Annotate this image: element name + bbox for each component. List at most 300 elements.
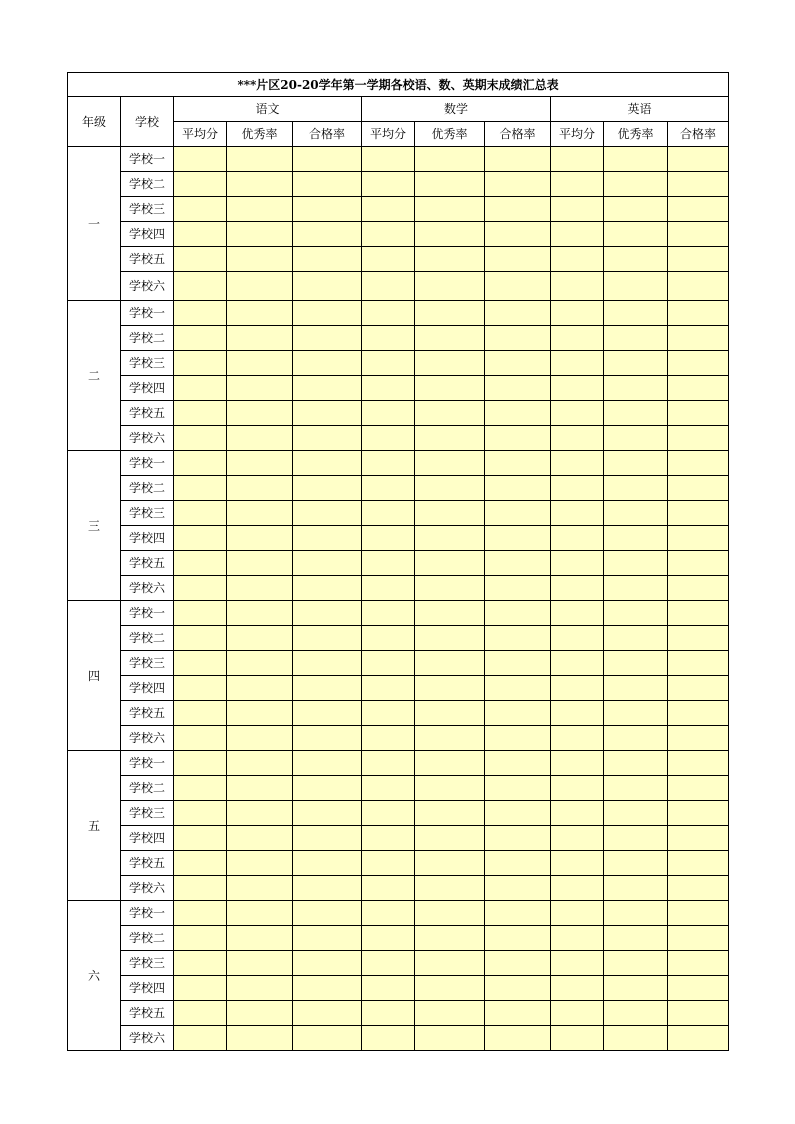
- score-input-cell[interactable]: [362, 326, 415, 351]
- score-input-cell[interactable]: [604, 476, 668, 501]
- score-input-cell[interactable]: [604, 601, 668, 626]
- score-input-cell[interactable]: [668, 851, 729, 876]
- score-input-cell[interactable]: [227, 851, 293, 876]
- score-input-cell[interactable]: [415, 451, 485, 476]
- score-input-cell[interactable]: [485, 272, 551, 301]
- score-input-cell[interactable]: [485, 526, 551, 551]
- score-input-cell[interactable]: [227, 222, 293, 247]
- score-input-cell[interactable]: [551, 301, 604, 326]
- score-input-cell[interactable]: [362, 851, 415, 876]
- score-input-cell[interactable]: [668, 426, 729, 451]
- score-input-cell[interactable]: [551, 147, 604, 172]
- score-input-cell[interactable]: [362, 751, 415, 776]
- school-header[interactable]: 学校: [121, 97, 174, 147]
- score-input-cell[interactable]: [415, 147, 485, 172]
- score-input-cell[interactable]: [415, 426, 485, 451]
- grade-cell[interactable]: 一: [68, 147, 121, 301]
- score-input-cell[interactable]: [293, 751, 362, 776]
- score-input-cell[interactable]: [174, 222, 227, 247]
- score-input-cell[interactable]: [415, 701, 485, 726]
- score-input-cell[interactable]: [415, 601, 485, 626]
- score-input-cell[interactable]: [293, 351, 362, 376]
- score-input-cell[interactable]: [293, 926, 362, 951]
- school-cell[interactable]: 学校一: [121, 301, 174, 326]
- score-input-cell[interactable]: [293, 401, 362, 426]
- score-input-cell[interactable]: [415, 801, 485, 826]
- score-input-cell[interactable]: [604, 651, 668, 676]
- score-input-cell[interactable]: [362, 147, 415, 172]
- score-input-cell[interactable]: [604, 926, 668, 951]
- school-cell[interactable]: 学校二: [121, 926, 174, 951]
- score-input-cell[interactable]: [668, 376, 729, 401]
- school-cell[interactable]: 学校五: [121, 851, 174, 876]
- score-input-cell[interactable]: [415, 726, 485, 751]
- score-input-cell[interactable]: [604, 326, 668, 351]
- score-input-cell[interactable]: [362, 601, 415, 626]
- score-input-cell[interactable]: [362, 876, 415, 901]
- sheet-title[interactable]: ***片区20-20学年第一学期各校语、数、英期末成绩汇总表: [68, 73, 729, 97]
- score-input-cell[interactable]: [551, 501, 604, 526]
- score-input-cell[interactable]: [174, 197, 227, 222]
- score-input-cell[interactable]: [362, 426, 415, 451]
- score-input-cell[interactable]: [293, 901, 362, 926]
- score-input-cell[interactable]: [174, 147, 227, 172]
- score-input-cell[interactable]: [668, 651, 729, 676]
- score-input-cell[interactable]: [668, 801, 729, 826]
- score-input-cell[interactable]: [227, 876, 293, 901]
- score-input-cell[interactable]: [227, 801, 293, 826]
- score-input-cell[interactable]: [174, 1001, 227, 1026]
- score-input-cell[interactable]: [604, 426, 668, 451]
- score-input-cell[interactable]: [668, 247, 729, 272]
- school-cell[interactable]: 学校五: [121, 551, 174, 576]
- score-input-cell[interactable]: [227, 676, 293, 701]
- score-input-cell[interactable]: [604, 901, 668, 926]
- score-input-cell[interactable]: [293, 551, 362, 576]
- score-input-cell[interactable]: [485, 401, 551, 426]
- school-cell[interactable]: 学校三: [121, 801, 174, 826]
- score-input-cell[interactable]: [227, 501, 293, 526]
- score-input-cell[interactable]: [174, 601, 227, 626]
- score-input-cell[interactable]: [362, 801, 415, 826]
- score-input-cell[interactable]: [668, 976, 729, 1001]
- score-input-cell[interactable]: [604, 776, 668, 801]
- score-input-cell[interactable]: [293, 626, 362, 651]
- score-input-cell[interactable]: [551, 476, 604, 501]
- score-input-cell[interactable]: [227, 901, 293, 926]
- score-input-cell[interactable]: [174, 451, 227, 476]
- score-input-cell[interactable]: [551, 926, 604, 951]
- score-input-cell[interactable]: [362, 726, 415, 751]
- score-input-cell[interactable]: [227, 576, 293, 601]
- score-input-cell[interactable]: [604, 401, 668, 426]
- score-input-cell[interactable]: [415, 272, 485, 301]
- score-input-cell[interactable]: [551, 426, 604, 451]
- score-input-cell[interactable]: [485, 926, 551, 951]
- school-cell[interactable]: 学校四: [121, 376, 174, 401]
- score-input-cell[interactable]: [174, 376, 227, 401]
- score-input-cell[interactable]: [415, 976, 485, 1001]
- score-input-cell[interactable]: [293, 222, 362, 247]
- score-input-cell[interactable]: [174, 501, 227, 526]
- subject-header-math[interactable]: 数学: [362, 97, 551, 122]
- score-input-cell[interactable]: [668, 451, 729, 476]
- score-input-cell[interactable]: [485, 501, 551, 526]
- school-cell[interactable]: 学校三: [121, 351, 174, 376]
- score-input-cell[interactable]: [174, 426, 227, 451]
- score-input-cell[interactable]: [174, 776, 227, 801]
- score-input-cell[interactable]: [485, 626, 551, 651]
- score-input-cell[interactable]: [293, 451, 362, 476]
- score-input-cell[interactable]: [174, 851, 227, 876]
- score-input-cell[interactable]: [485, 851, 551, 876]
- grade-cell[interactable]: 三: [68, 451, 121, 601]
- score-input-cell[interactable]: [227, 726, 293, 751]
- score-input-cell[interactable]: [415, 476, 485, 501]
- score-input-cell[interactable]: [174, 976, 227, 1001]
- score-input-cell[interactable]: [485, 951, 551, 976]
- score-input-cell[interactable]: [551, 351, 604, 376]
- score-input-cell[interactable]: [668, 926, 729, 951]
- school-cell[interactable]: 学校三: [121, 501, 174, 526]
- score-input-cell[interactable]: [174, 951, 227, 976]
- score-input-cell[interactable]: [604, 676, 668, 701]
- score-input-cell[interactable]: [551, 826, 604, 851]
- score-input-cell[interactable]: [415, 326, 485, 351]
- score-input-cell[interactable]: [174, 826, 227, 851]
- score-input-cell[interactable]: [227, 401, 293, 426]
- score-input-cell[interactable]: [551, 701, 604, 726]
- score-input-cell[interactable]: [174, 651, 227, 676]
- score-input-cell[interactable]: [485, 701, 551, 726]
- score-input-cell[interactable]: [293, 601, 362, 626]
- score-input-cell[interactable]: [415, 526, 485, 551]
- score-input-cell[interactable]: [227, 172, 293, 197]
- score-input-cell[interactable]: [668, 501, 729, 526]
- score-input-cell[interactable]: [174, 801, 227, 826]
- score-input-cell[interactable]: [227, 951, 293, 976]
- score-input-cell[interactable]: [227, 351, 293, 376]
- score-input-cell[interactable]: [227, 476, 293, 501]
- score-input-cell[interactable]: [604, 951, 668, 976]
- score-input-cell[interactable]: [174, 1026, 227, 1051]
- score-input-cell[interactable]: [293, 701, 362, 726]
- score-input-cell[interactable]: [415, 551, 485, 576]
- score-input-cell[interactable]: [485, 1001, 551, 1026]
- score-input-cell[interactable]: [551, 326, 604, 351]
- score-input-cell[interactable]: [485, 901, 551, 926]
- school-cell[interactable]: 学校二: [121, 172, 174, 197]
- score-input-cell[interactable]: [174, 926, 227, 951]
- score-input-cell[interactable]: [485, 376, 551, 401]
- score-input-cell[interactable]: [293, 301, 362, 326]
- score-input-cell[interactable]: [362, 1026, 415, 1051]
- score-input-cell[interactable]: [604, 1026, 668, 1051]
- score-input-cell[interactable]: [604, 222, 668, 247]
- school-cell[interactable]: 学校二: [121, 776, 174, 801]
- score-input-cell[interactable]: [362, 576, 415, 601]
- score-input-cell[interactable]: [551, 451, 604, 476]
- score-input-cell[interactable]: [485, 301, 551, 326]
- score-input-cell[interactable]: [415, 951, 485, 976]
- score-input-cell[interactable]: [415, 501, 485, 526]
- score-input-cell[interactable]: [362, 976, 415, 1001]
- score-input-cell[interactable]: [415, 1001, 485, 1026]
- score-input-cell[interactable]: [227, 926, 293, 951]
- score-input-cell[interactable]: [551, 626, 604, 651]
- score-input-cell[interactable]: [668, 876, 729, 901]
- score-input-cell[interactable]: [293, 426, 362, 451]
- score-input-cell[interactable]: [362, 401, 415, 426]
- subject-header-english[interactable]: 英语: [551, 97, 729, 122]
- metric-header-average[interactable]: 平均分: [362, 122, 415, 147]
- score-input-cell[interactable]: [174, 576, 227, 601]
- score-input-cell[interactable]: [227, 376, 293, 401]
- score-input-cell[interactable]: [293, 526, 362, 551]
- score-input-cell[interactable]: [362, 197, 415, 222]
- score-input-cell[interactable]: [174, 551, 227, 576]
- school-cell[interactable]: 学校一: [121, 451, 174, 476]
- score-input-cell[interactable]: [415, 222, 485, 247]
- score-input-cell[interactable]: [293, 826, 362, 851]
- score-input-cell[interactable]: [551, 651, 604, 676]
- score-input-cell[interactable]: [293, 376, 362, 401]
- score-input-cell[interactable]: [485, 451, 551, 476]
- score-input-cell[interactable]: [485, 1026, 551, 1051]
- score-input-cell[interactable]: [668, 172, 729, 197]
- score-input-cell[interactable]: [551, 576, 604, 601]
- score-input-cell[interactable]: [227, 1001, 293, 1026]
- score-input-cell[interactable]: [668, 826, 729, 851]
- grade-cell[interactable]: 五: [68, 751, 121, 901]
- score-input-cell[interactable]: [551, 401, 604, 426]
- school-cell[interactable]: 学校四: [121, 676, 174, 701]
- score-input-cell[interactable]: [174, 876, 227, 901]
- score-input-cell[interactable]: [604, 801, 668, 826]
- grade-header[interactable]: 年级: [68, 97, 121, 147]
- school-cell[interactable]: 学校四: [121, 826, 174, 851]
- score-input-cell[interactable]: [293, 197, 362, 222]
- score-input-cell[interactable]: [227, 272, 293, 301]
- score-input-cell[interactable]: [551, 776, 604, 801]
- score-input-cell[interactable]: [227, 551, 293, 576]
- school-cell[interactable]: 学校三: [121, 197, 174, 222]
- score-input-cell[interactable]: [604, 826, 668, 851]
- grade-cell[interactable]: 六: [68, 901, 121, 1051]
- score-input-cell[interactable]: [668, 676, 729, 701]
- score-input-cell[interactable]: [293, 172, 362, 197]
- score-input-cell[interactable]: [293, 576, 362, 601]
- score-input-cell[interactable]: [415, 401, 485, 426]
- score-input-cell[interactable]: [174, 726, 227, 751]
- score-input-cell[interactable]: [551, 222, 604, 247]
- score-input-cell[interactable]: [551, 676, 604, 701]
- score-input-cell[interactable]: [362, 551, 415, 576]
- school-cell[interactable]: 学校六: [121, 726, 174, 751]
- score-input-cell[interactable]: [485, 801, 551, 826]
- metric-header-excellent-rate[interactable]: 优秀率: [227, 122, 293, 147]
- score-input-cell[interactable]: [551, 951, 604, 976]
- score-input-cell[interactable]: [604, 301, 668, 326]
- score-input-cell[interactable]: [668, 326, 729, 351]
- score-input-cell[interactable]: [668, 526, 729, 551]
- score-input-cell[interactable]: [415, 197, 485, 222]
- score-input-cell[interactable]: [362, 701, 415, 726]
- score-input-cell[interactable]: [485, 351, 551, 376]
- grade-cell[interactable]: 二: [68, 301, 121, 451]
- score-input-cell[interactable]: [604, 576, 668, 601]
- score-input-cell[interactable]: [604, 1001, 668, 1026]
- score-input-cell[interactable]: [604, 876, 668, 901]
- score-input-cell[interactable]: [604, 551, 668, 576]
- grade-cell[interactable]: 四: [68, 601, 121, 751]
- score-input-cell[interactable]: [293, 676, 362, 701]
- score-input-cell[interactable]: [362, 451, 415, 476]
- score-input-cell[interactable]: [227, 976, 293, 1001]
- score-input-cell[interactable]: [604, 526, 668, 551]
- metric-header-average[interactable]: 平均分: [174, 122, 227, 147]
- score-input-cell[interactable]: [293, 851, 362, 876]
- score-input-cell[interactable]: [415, 576, 485, 601]
- score-input-cell[interactable]: [362, 476, 415, 501]
- score-input-cell[interactable]: [293, 272, 362, 301]
- score-input-cell[interactable]: [362, 901, 415, 926]
- score-input-cell[interactable]: [227, 426, 293, 451]
- score-input-cell[interactable]: [362, 926, 415, 951]
- school-cell[interactable]: 学校一: [121, 147, 174, 172]
- score-input-cell[interactable]: [551, 976, 604, 1001]
- school-cell[interactable]: 学校三: [121, 951, 174, 976]
- score-input-cell[interactable]: [174, 476, 227, 501]
- score-input-cell[interactable]: [485, 197, 551, 222]
- school-cell[interactable]: 学校一: [121, 601, 174, 626]
- school-cell[interactable]: 学校一: [121, 751, 174, 776]
- score-input-cell[interactable]: [668, 1001, 729, 1026]
- score-input-cell[interactable]: [415, 301, 485, 326]
- score-input-cell[interactable]: [227, 776, 293, 801]
- score-input-cell[interactable]: [604, 351, 668, 376]
- score-input-cell[interactable]: [415, 1026, 485, 1051]
- score-input-cell[interactable]: [415, 626, 485, 651]
- score-input-cell[interactable]: [604, 976, 668, 1001]
- score-input-cell[interactable]: [668, 1026, 729, 1051]
- score-input-cell[interactable]: [604, 376, 668, 401]
- school-cell[interactable]: 学校五: [121, 247, 174, 272]
- school-cell[interactable]: 学校二: [121, 626, 174, 651]
- metric-header-average[interactable]: 平均分: [551, 122, 604, 147]
- score-input-cell[interactable]: [362, 826, 415, 851]
- school-cell[interactable]: 学校二: [121, 326, 174, 351]
- score-input-cell[interactable]: [362, 222, 415, 247]
- score-input-cell[interactable]: [551, 851, 604, 876]
- score-input-cell[interactable]: [485, 726, 551, 751]
- score-input-cell[interactable]: [293, 1001, 362, 1026]
- score-input-cell[interactable]: [604, 172, 668, 197]
- score-input-cell[interactable]: [293, 1026, 362, 1051]
- score-input-cell[interactable]: [668, 301, 729, 326]
- score-input-cell[interactable]: [485, 751, 551, 776]
- score-input-cell[interactable]: [551, 1001, 604, 1026]
- score-input-cell[interactable]: [485, 476, 551, 501]
- score-input-cell[interactable]: [604, 726, 668, 751]
- score-input-cell[interactable]: [415, 901, 485, 926]
- score-input-cell[interactable]: [293, 776, 362, 801]
- score-input-cell[interactable]: [485, 326, 551, 351]
- score-input-cell[interactable]: [485, 826, 551, 851]
- score-input-cell[interactable]: [227, 451, 293, 476]
- score-input-cell[interactable]: [668, 726, 729, 751]
- school-cell[interactable]: 学校六: [121, 426, 174, 451]
- score-input-cell[interactable]: [604, 272, 668, 301]
- school-cell[interactable]: 学校六: [121, 876, 174, 901]
- score-input-cell[interactable]: [551, 376, 604, 401]
- score-input-cell[interactable]: [227, 701, 293, 726]
- score-input-cell[interactable]: [668, 751, 729, 776]
- score-input-cell[interactable]: [415, 376, 485, 401]
- school-cell[interactable]: 学校六: [121, 272, 174, 301]
- metric-header-excellent-rate[interactable]: 优秀率: [415, 122, 485, 147]
- score-input-cell[interactable]: [293, 476, 362, 501]
- score-input-cell[interactable]: [551, 247, 604, 272]
- school-cell[interactable]: 学校六: [121, 576, 174, 601]
- school-cell[interactable]: 学校六: [121, 1026, 174, 1051]
- score-input-cell[interactable]: [551, 601, 604, 626]
- score-input-cell[interactable]: [362, 272, 415, 301]
- score-input-cell[interactable]: [227, 626, 293, 651]
- score-input-cell[interactable]: [668, 351, 729, 376]
- school-cell[interactable]: 学校一: [121, 901, 174, 926]
- score-input-cell[interactable]: [174, 526, 227, 551]
- score-input-cell[interactable]: [668, 147, 729, 172]
- score-input-cell[interactable]: [604, 501, 668, 526]
- score-input-cell[interactable]: [227, 526, 293, 551]
- score-input-cell[interactable]: [415, 876, 485, 901]
- score-input-cell[interactable]: [485, 426, 551, 451]
- score-input-cell[interactable]: [362, 247, 415, 272]
- score-input-cell[interactable]: [485, 247, 551, 272]
- score-input-cell[interactable]: [668, 951, 729, 976]
- score-input-cell[interactable]: [668, 776, 729, 801]
- score-input-cell[interactable]: [362, 1001, 415, 1026]
- score-input-cell[interactable]: [485, 676, 551, 701]
- score-input-cell[interactable]: [362, 626, 415, 651]
- score-input-cell[interactable]: [293, 951, 362, 976]
- school-cell[interactable]: 学校三: [121, 651, 174, 676]
- score-input-cell[interactable]: [227, 197, 293, 222]
- score-input-cell[interactable]: [551, 751, 604, 776]
- score-input-cell[interactable]: [668, 401, 729, 426]
- metric-header-pass-rate[interactable]: 合格率: [485, 122, 551, 147]
- school-cell[interactable]: 学校二: [121, 476, 174, 501]
- score-input-cell[interactable]: [485, 222, 551, 247]
- score-input-cell[interactable]: [604, 147, 668, 172]
- school-cell[interactable]: 学校五: [121, 1001, 174, 1026]
- score-input-cell[interactable]: [485, 776, 551, 801]
- score-input-cell[interactable]: [668, 901, 729, 926]
- score-input-cell[interactable]: [551, 1026, 604, 1051]
- score-input-cell[interactable]: [293, 726, 362, 751]
- score-input-cell[interactable]: [227, 826, 293, 851]
- score-input-cell[interactable]: [362, 951, 415, 976]
- score-input-cell[interactable]: [362, 526, 415, 551]
- score-input-cell[interactable]: [604, 626, 668, 651]
- score-input-cell[interactable]: [227, 1026, 293, 1051]
- score-input-cell[interactable]: [668, 222, 729, 247]
- score-input-cell[interactable]: [668, 601, 729, 626]
- score-input-cell[interactable]: [415, 926, 485, 951]
- score-input-cell[interactable]: [174, 676, 227, 701]
- score-input-cell[interactable]: [227, 751, 293, 776]
